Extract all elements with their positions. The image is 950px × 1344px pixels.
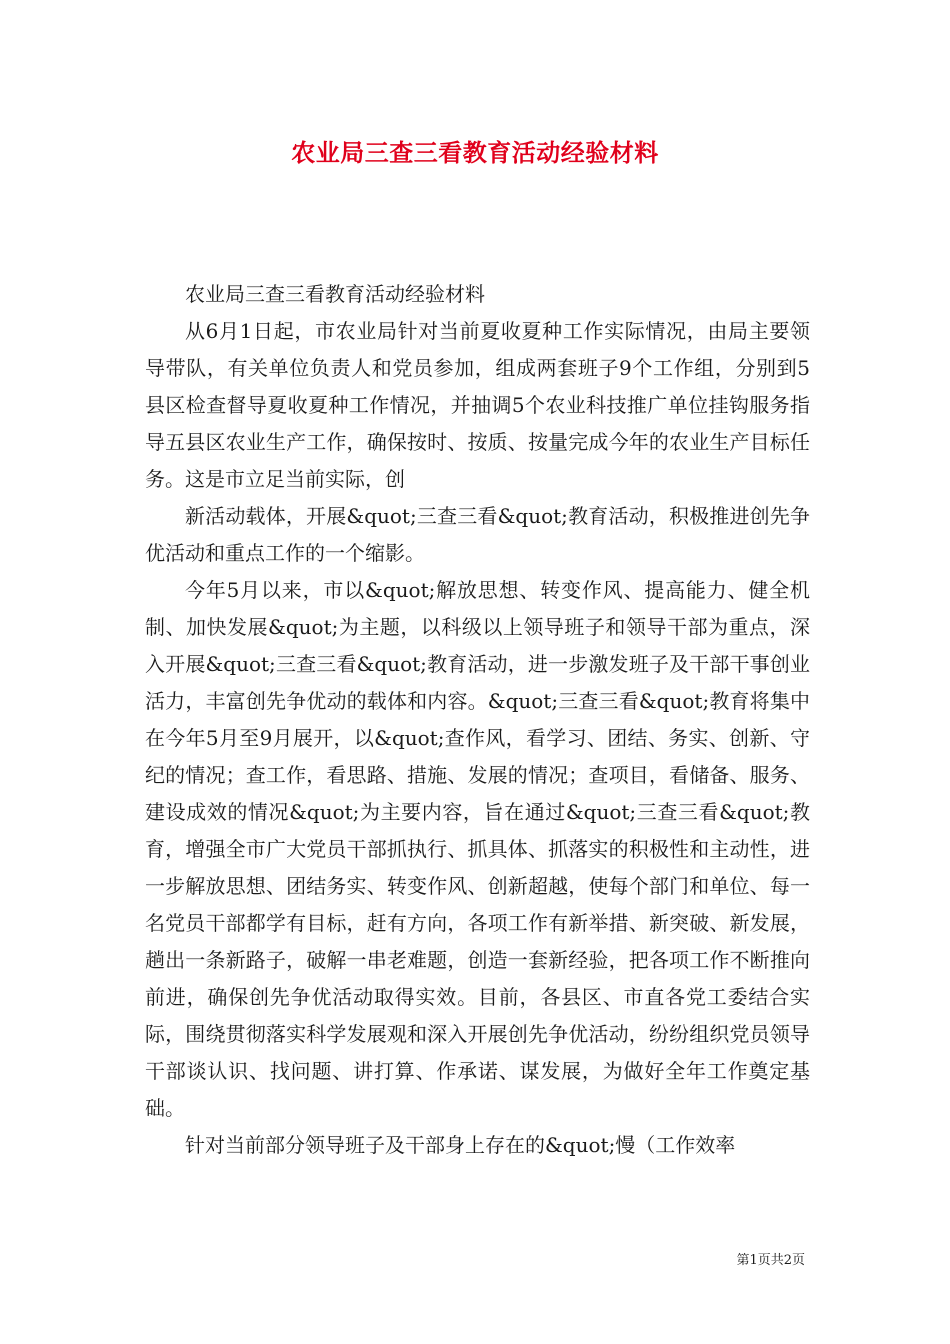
paragraph: 新活动载体，开展&quot;三查三看&quot;教育活动，积极推进创先争优活动和重点工作的一个缩影。 (145, 504, 810, 565)
paragraph: 针对当前部分领导班子及干部身上存在的&quot;慢（工作效率 (185, 1133, 736, 1157)
document-title: 农业局三查三看教育活动经验材料 (291, 138, 659, 167)
paragraph-heading: 农业局三查三看教育活动经验材料 (185, 282, 485, 306)
paragraph: 今年5月以来，市以&quot;解放思想、转变作风、提高能力、健全机制、加快发展&quot;为主题，以科级以上领导班子和领导干部为重点，深入开展&quot;三查三看&quot;教育活动，进一步激发班子及干部干事创业活力，丰富创先争优动的载体和内容。&quot;三查三看&quot;教育将集中在今年5月至9月展开，以&quot;查作风，看学习、团结、务实、创新、守纪的情况；查工作，看思路、措施、发展的情况；查项目，看储备、服务、建设成效的情况&quot;为主要内容，旨在通过&quot;三查三看&quot;教育，增强全市广大党员干部抓执行、抓具体、抓落实的积极性和主动性，进一步解放思想、团结务实、转变作风、创新超越，使每个部门和单位、每一名党员干部都学有目标，赶有方向，各项工作有新举措、新突破、新发展，趟出一条新路子，破解一串老难题，创造一套新经验，把各项工作不断推向前进，确保创先争优活动取得实效。目前，各县区、市直各党工委结合实际，围绕贯彻落实科学发展观和深入开展创先争优活动，纷纷组织党员领导干部谈认识、找问题、讲打算、作承诺、谋发展，为做好全年工作奠定基础。 (145, 578, 810, 1120)
page-number: 第1页共2页 (736, 1253, 805, 1268)
paragraph: 从6月1日起，市农业局针对当前夏收夏种工作实际情况，由局主要领导带队，有关单位负责人和党员参加，组成两套班子9个工作组，分别到5县区检查督导夏收夏种工作情况，并抽调5个农业科技推广单位挂钩服务指导五县区农业生产工作，确保按时、按质、按量完成今年的农业生产目标任务。这是市立足当前实际，创 (145, 319, 810, 491)
document-body (145, 276, 810, 1164)
